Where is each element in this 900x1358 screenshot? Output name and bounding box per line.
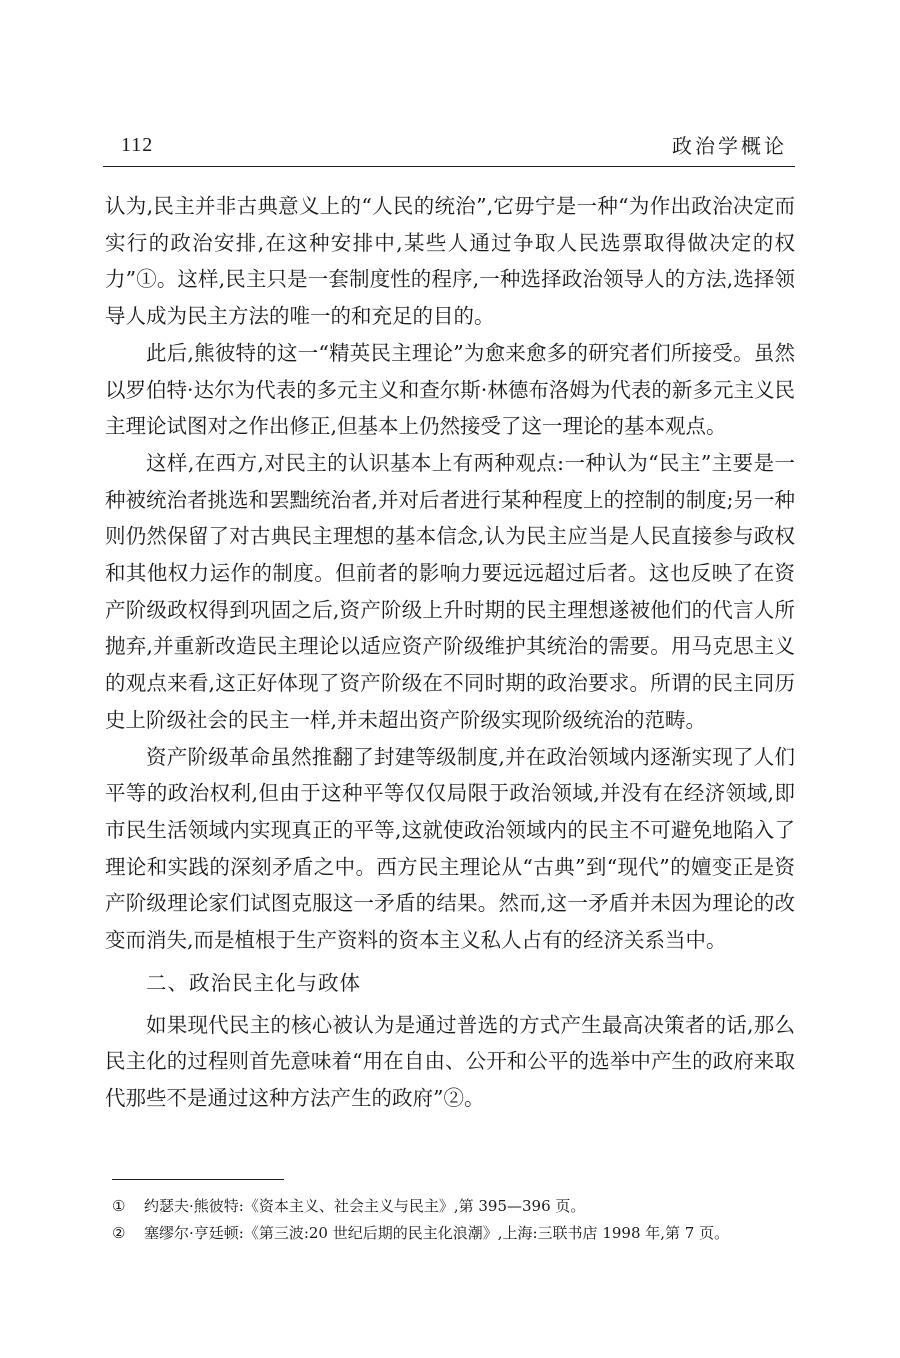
page-number: 112 [121, 134, 154, 156]
footnote-mark: ② [112, 1224, 126, 1242]
paragraph-1: 认为,民主并非古典意义上的“人民的统治”,它毋宁是一种“为作出政治决定而实行的政治安排,在这种安排中,某些人通过争取人民选票取得做决定的权力”①。这样,民主只是一套制度性的程序,一种选择政治领导人的方法,选择领导人成为民主方法的唯一的和充足的目的。 [105, 194, 795, 329]
footnote-rule [112, 1179, 284, 1180]
footnote-2 [112, 1220, 792, 1247]
paragraph-2: 此后,熊彼特的这一“精英民主理论”为愈来愈多的研究者们所接受。虽然以罗伯特·达尔为代表的多元主义和查尔斯·林德布洛姆为代表的新多元主义民主理论试图对之作出修正,但基本上仍然接受了这一理论的基本观点。 [105, 340, 795, 439]
footnote-1 [112, 1193, 792, 1220]
paragraph-3: 这样,在西方,对民主的认识基本上有两种观点:一种认为“民主”主要是一种被统治者挑选和罢黜统治者,并对后者进行某种程度上的控制的制度;另一种则仍然保留了对古典民主理想的基本信念,认为民主应当是人民直接参与政权和其他权力运作的制度。但前者的影响力要远远超过后者。这也反映了在资产阶级政权得到巩固之后,资产阶级上升时期的民主理想遂被他们的代言人所抛弃,并重新改造民主理论以适应资产阶级维护其统治的需要。用马克思主义的观点来看,这正好体现了资产阶级在不同时期的政治要求。所谓的民主同历史上阶级社会的民主一样,并未超出资产阶级实现阶级统治的范畴。 [105, 450, 795, 732]
section-heading: 二、政治民主化与政体 [146, 970, 361, 995]
footnote-mark: ① [112, 1197, 126, 1215]
footnote-text: 约瑟夫·熊彼特:《资本主义、社会主义与民主》,第 395—396 页。 [144, 1197, 586, 1215]
running-title: 政治学概论 [672, 134, 787, 158]
paragraph-4: 资产阶级革命虽然推翻了封建等级制度,并在政治领域内逐渐实现了人们平等的政治权利,但由于这种平等仅仅局限于政治领域,并没有在经济领域,即市民生活领域内实现真正的平等,这就使政治领域内的民主不可避免地陷入了理论和实践的深刻矛盾之中。西方民主理论从“古典”到“现代”的嬗变正是资产阶级理论家们试图克服这一矛盾的结果。然而,这一矛盾并未因为理论的改变而消失,而是植根于生产资料的资本主义私人占有的经济关系当中。 [105, 744, 795, 953]
footnote-text: 塞缪尔·亨廷顿:《第三波:20 世纪后期的民主化浪潮》,上海:三联书店 1998 年,第 7 页。 [144, 1224, 730, 1242]
body-text [105, 188, 795, 1117]
paragraph-5: 如果现代民主的核心被认为是通过普选的方式产生最高决策者的话,那么民主化的过程则首先意味着“用在自由、公开和公平的选举中产生的政府来取代那些不是通过这种方法产生的政府”②。 [105, 1012, 795, 1111]
footnotes [112, 1193, 792, 1247]
page-header [103, 128, 793, 164]
header-rule [103, 166, 795, 167]
